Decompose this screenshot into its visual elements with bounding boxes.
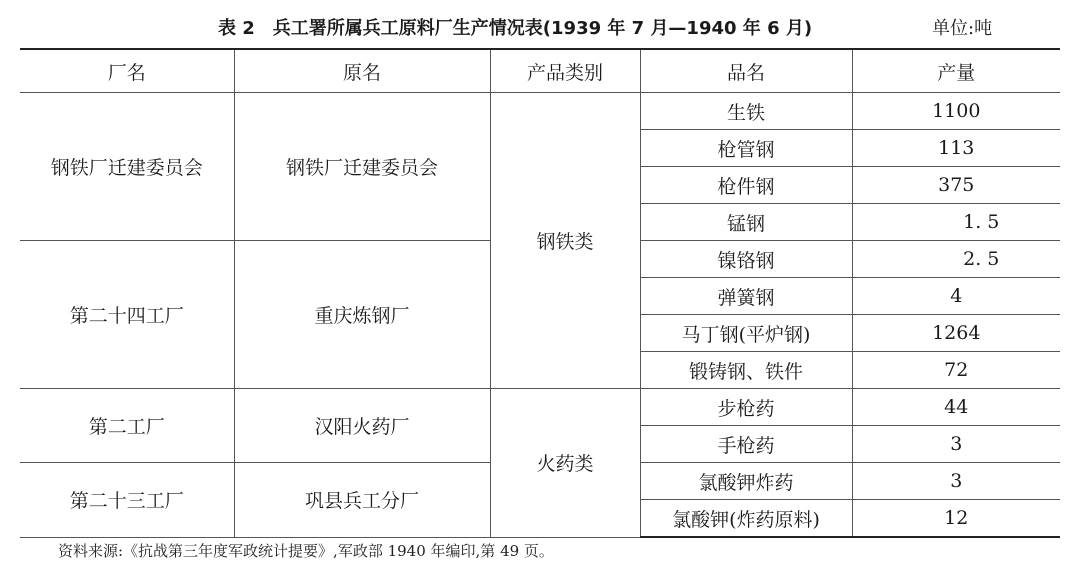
original-name-cell: 钢铁厂迁建委员会 (234, 93, 490, 241)
product-cell: 弹簧钢 (640, 278, 852, 315)
category-cell: 火药类 (490, 389, 640, 538)
product-cell: 氯酸钾(炸药原料) (640, 500, 852, 538)
quantity-cell: 1. 5 (852, 204, 1060, 241)
header-original-name: 原名 (234, 49, 490, 93)
product-cell: 锰钢 (640, 204, 852, 241)
factory-cell: 第二工厂 (20, 389, 234, 463)
production-table (20, 48, 1060, 538)
table-title-bar (0, 10, 1080, 42)
quantity-cell: 72 (852, 352, 1060, 389)
quantity-cell: 375 (852, 167, 1060, 204)
quantity-cell: 1264 (852, 315, 1060, 352)
product-cell: 生铁 (640, 93, 852, 130)
factory-cell: 钢铁厂迁建委员会 (20, 93, 234, 241)
product-cell: 手枪药 (640, 426, 852, 463)
quantity-cell: 3 (852, 426, 1060, 463)
header-product: 品名 (640, 49, 852, 93)
quantity-cell: 4 (852, 278, 1060, 315)
quantity-cell: 113 (852, 130, 1060, 167)
product-cell: 锻铸钢、铁件 (640, 352, 852, 389)
product-cell: 镍铬钢 (640, 241, 852, 278)
product-cell: 枪管钢 (640, 130, 852, 167)
factory-cell: 第二十三工厂 (20, 463, 234, 538)
original-name-cell: 巩县兵工分厂 (234, 463, 490, 538)
quantity-cell: 12 (852, 500, 1060, 538)
factory-cell: 第二十四工厂 (20, 241, 234, 389)
quantity-cell: 3 (852, 463, 1060, 500)
original-name-cell: 汉阳火药厂 (234, 389, 490, 463)
table-title: 表 2 兵工署所属兵工原料厂生产情况表(1939 年 7 月—1940 年 6 月) (218, 18, 813, 39)
product-cell: 枪件钢 (640, 167, 852, 204)
header-category: 产品类别 (490, 49, 640, 93)
quantity-cell: 2. 5 (852, 241, 1060, 278)
category-cell: 钢铁类 (490, 93, 640, 389)
header-factory: 厂名 (20, 49, 234, 93)
product-cell: 步枪药 (640, 389, 852, 426)
header-row (20, 49, 1060, 93)
unit-label: 单位:吨 (932, 18, 993, 39)
header-quantity: 产量 (852, 49, 1060, 93)
source-note: 资料来源:《抗战第三年度军政统计提要》,军政部 1940 年编印,第 49 页。 (58, 542, 554, 560)
product-cell: 氯酸钾炸药 (640, 463, 852, 500)
original-name-cell: 重庆炼钢厂 (234, 241, 490, 389)
quantity-cell: 1100 (852, 93, 1060, 130)
table-row (20, 93, 1060, 130)
product-cell: 马丁钢(平炉钢) (640, 315, 852, 352)
table-row (20, 389, 1060, 426)
quantity-cell: 44 (852, 389, 1060, 426)
